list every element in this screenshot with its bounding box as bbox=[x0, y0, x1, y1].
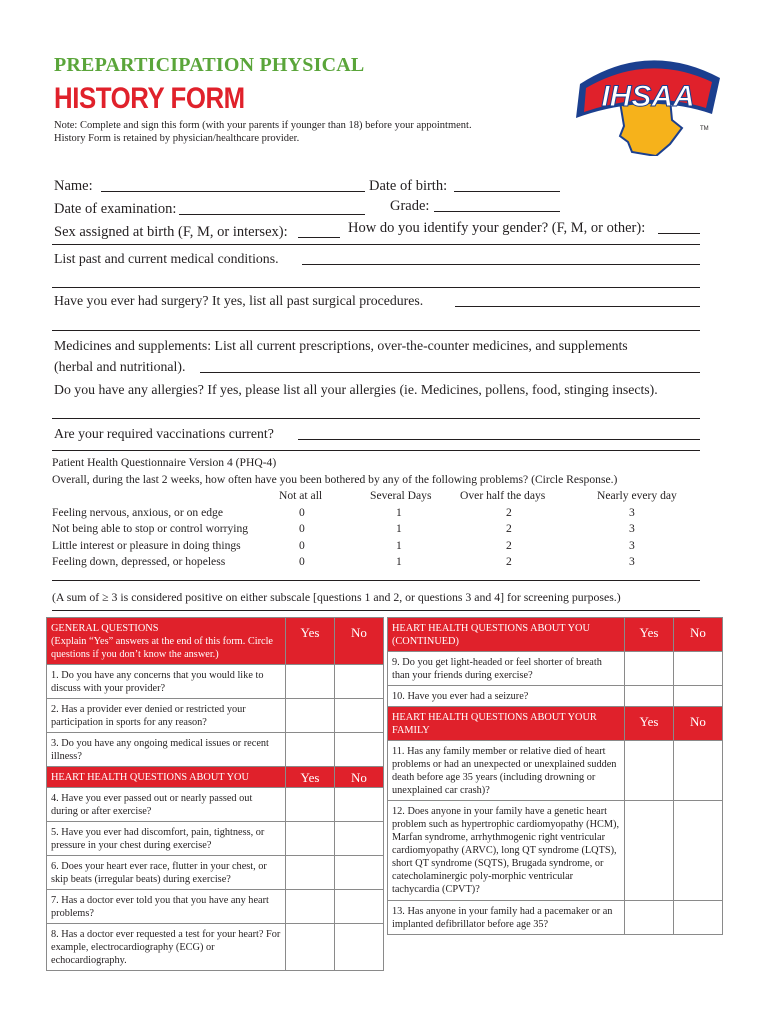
question-12: 12. Does anyone in your family have a genetic heart problem such as hypertrophic cardiomyopathy (HCM), Marfan syndrome, arrhythmogenic right ventricular cardiomyopathy (ARVC), long QT syndrome (LQTS), short QT syndrome (SQTS), Brugada syndrome, or catecholaminergic poly-morphic ventricular tachycardia (CPVT)? bbox=[388, 801, 625, 901]
question-10: 10. Have you ever had a seizure? bbox=[388, 686, 625, 707]
phq-option[interactable]: 0 bbox=[299, 538, 305, 552]
surgery-input[interactable] bbox=[455, 306, 700, 307]
logo-text: IHSAA bbox=[601, 80, 695, 113]
phq-row-label: Feeling down, depressed, or hopeless bbox=[52, 555, 226, 568]
no-checkbox[interactable] bbox=[674, 652, 723, 686]
yes-column-header: Yes bbox=[286, 767, 335, 788]
question-7: 7. Has a doctor ever told you that you have any heart problems? bbox=[47, 890, 286, 924]
yes-column-header: Yes bbox=[625, 707, 674, 741]
phq-option[interactable]: 0 bbox=[299, 505, 305, 519]
yes-checkbox[interactable] bbox=[625, 901, 674, 935]
question-9: 9. Do you get light-headed or feel shorter of breath than your friends during exercise? bbox=[388, 652, 625, 686]
no-column-header: No bbox=[335, 618, 384, 665]
form-title-line1: PREPARTICIPATION PHYSICAL bbox=[54, 54, 365, 76]
question-11: 11. Has any family member or relative died of heart problems or had an unexpected or unexplained sudden death before age 35 years (including drowning or unexplained car crash)? bbox=[388, 741, 625, 801]
ihsaa-logo bbox=[572, 48, 724, 156]
phq-option[interactable]: 1 bbox=[396, 538, 402, 552]
no-checkbox[interactable] bbox=[335, 822, 384, 856]
conditions-question: List past and current medical conditions. bbox=[54, 251, 279, 266]
no-checkbox[interactable] bbox=[335, 856, 384, 890]
family-header: HEART HEALTH QUESTIONS ABOUT YOUR FAMILY bbox=[388, 707, 625, 741]
heart-header: HEART HEALTH QUESTIONS ABOUT YOU bbox=[47, 767, 286, 788]
grade-input[interactable] bbox=[434, 211, 560, 212]
phq-col-header: Several Days bbox=[370, 489, 432, 502]
gender-label: How do you identify your gender? (F, M, or other): bbox=[348, 220, 646, 236]
table-row bbox=[47, 890, 384, 924]
phq-row-label: Not being able to stop or control worrying bbox=[52, 522, 249, 535]
phq-section bbox=[52, 455, 700, 571]
table-row bbox=[47, 822, 384, 856]
dob-input[interactable] bbox=[454, 191, 560, 192]
table-header-row bbox=[47, 767, 384, 788]
medicines-input[interactable] bbox=[200, 372, 700, 373]
yes-checkbox[interactable] bbox=[625, 686, 674, 707]
conditions-input-line2[interactable] bbox=[52, 287, 700, 288]
no-checkbox[interactable] bbox=[335, 890, 384, 924]
name-label: Name: bbox=[54, 178, 93, 194]
phq-option[interactable]: 1 bbox=[396, 505, 402, 519]
logo-trademark: TM bbox=[700, 126, 709, 132]
yes-checkbox[interactable] bbox=[625, 652, 674, 686]
yes-checkbox[interactable] bbox=[286, 822, 335, 856]
exam-date-input[interactable] bbox=[179, 214, 365, 215]
general-header bbox=[47, 618, 286, 665]
table-row bbox=[47, 856, 384, 890]
table-header-row bbox=[388, 707, 723, 741]
question-1: 1. Do you have any concerns that you would like to discuss with your provider? bbox=[47, 665, 286, 699]
phq-row-label: Feeling nervous, anxious, or on edge bbox=[52, 505, 223, 519]
divider bbox=[52, 244, 700, 245]
yes-checkbox[interactable] bbox=[286, 788, 335, 822]
table-row bbox=[47, 924, 384, 971]
table-row bbox=[47, 665, 384, 699]
question-3: 3. Do you have any ongoing medical issues or recent illness? bbox=[47, 733, 286, 767]
phq-col-header: Nearly every day bbox=[597, 489, 677, 502]
yes-checkbox[interactable] bbox=[286, 699, 335, 733]
medicines-question-cont: (herbal and nutritional). bbox=[54, 359, 186, 374]
phq-row bbox=[52, 538, 700, 555]
phq-row bbox=[52, 521, 700, 538]
no-checkbox[interactable] bbox=[335, 924, 384, 971]
divider bbox=[52, 580, 700, 581]
question-8: 8. Has a doctor ever requested a test for your heart? For example, electrocardiography (ECG) or echocardiography. bbox=[47, 924, 286, 971]
question-13: 13. Has anyone in your family had a pacemaker or an implanted defibrillator before age 35? bbox=[388, 901, 625, 935]
heart-continued-header: HEART HEALTH QUESTIONS ABOUT YOU (CONTINUED) bbox=[388, 618, 625, 652]
phq-option[interactable]: 0 bbox=[299, 555, 305, 568]
form-note: Note: Complete and sign this form (with your parents if younger than 18) before your appointment. History Form is retained by physician/healthcare provider. bbox=[54, 120, 472, 144]
table-row bbox=[47, 788, 384, 822]
no-column-header: No bbox=[674, 707, 723, 741]
phq-row bbox=[52, 505, 700, 522]
name-input[interactable] bbox=[101, 191, 365, 192]
heart-questions-table bbox=[387, 617, 723, 935]
yes-checkbox[interactable] bbox=[625, 801, 674, 901]
divider bbox=[52, 610, 700, 611]
allergies-input[interactable] bbox=[52, 418, 700, 419]
table-header-row bbox=[47, 618, 384, 665]
phq-option[interactable]: 3 bbox=[629, 555, 635, 568]
phq-col-header: Not at all bbox=[279, 489, 323, 502]
phq-option[interactable]: 2 bbox=[506, 555, 512, 568]
table-row bbox=[47, 699, 384, 733]
question-6: 6. Does your heart ever race, flutter in your chest, or skip beats (irregular beats) during exercise? bbox=[47, 856, 286, 890]
general-header-title: GENERAL QUESTIONS bbox=[51, 623, 159, 634]
table-row bbox=[388, 652, 723, 686]
sex-label: Sex assigned at birth (F, M, or intersex): bbox=[54, 224, 288, 240]
no-column-header: No bbox=[674, 618, 723, 652]
phq-option[interactable]: 3 bbox=[629, 522, 635, 535]
no-checkbox[interactable] bbox=[674, 901, 723, 935]
form-title-line2: HISTORY FORM bbox=[54, 82, 245, 115]
no-checkbox[interactable] bbox=[335, 699, 384, 733]
no-checkbox[interactable] bbox=[674, 686, 723, 707]
surgery-question: Have you ever had surgery? It yes, list all past surgical procedures. bbox=[54, 293, 424, 308]
question-4: 4. Have you ever passed out or nearly passed out during or after exercise? bbox=[47, 788, 286, 822]
phq-option[interactable]: 1 bbox=[396, 555, 402, 568]
no-checkbox[interactable] bbox=[674, 741, 723, 801]
phq-title: Patient Health Questionnaire Version 4 (PHQ-4) bbox=[52, 456, 277, 469]
phq-instructions: Overall, during the last 2 weeks, how often have you been bothered by any of the following problems? (Circle Response.) bbox=[52, 472, 618, 486]
phq-option[interactable]: 3 bbox=[629, 538, 635, 552]
yes-checkbox[interactable] bbox=[625, 741, 674, 801]
yes-checkbox[interactable] bbox=[286, 733, 335, 767]
phq-option[interactable]: 3 bbox=[629, 505, 635, 519]
phq-row-label: Little interest or pleasure in doing things bbox=[52, 538, 241, 552]
yes-checkbox[interactable] bbox=[286, 665, 335, 699]
sex-input[interactable] bbox=[298, 237, 340, 238]
dob-label: Date of birth: bbox=[369, 178, 448, 194]
question-5: 5. Have you ever had discomfort, pain, tightness, or pressure in your chest during exercise? bbox=[47, 822, 286, 856]
table-row bbox=[47, 733, 384, 767]
yes-checkbox[interactable] bbox=[286, 890, 335, 924]
question-2: 2. Has a provider ever denied or restricted your participation in sports for any reason? bbox=[47, 699, 286, 733]
medicines-question: Medicines and supplements: List all current prescriptions, over-the-counter medicines, and supplements bbox=[54, 338, 628, 353]
no-checkbox[interactable] bbox=[335, 665, 384, 699]
phq-footnote: (A sum of ≥ 3 is considered positive on either subscale [questions 1 and 2, or questions 3 and 4] for screening purposes.) bbox=[52, 590, 621, 604]
gender-input[interactable] bbox=[658, 233, 700, 234]
general-questions-table bbox=[46, 617, 384, 971]
surgery-input-line2[interactable] bbox=[52, 330, 700, 331]
general-header-subtitle: (Explain “Yes” answers at the end of this form. Circle questions if you don’t know the answer.) bbox=[51, 636, 273, 660]
phq-option[interactable]: 0 bbox=[299, 522, 305, 535]
phq-row bbox=[52, 554, 700, 571]
phq-option[interactable]: 1 bbox=[396, 522, 402, 535]
yes-column-header: Yes bbox=[625, 618, 674, 652]
divider bbox=[52, 450, 700, 451]
table-row bbox=[388, 801, 723, 901]
phq-option[interactable]: 2 bbox=[506, 538, 512, 552]
vaccinations-input[interactable] bbox=[298, 439, 700, 440]
table-header-row bbox=[388, 618, 723, 652]
table-row bbox=[388, 741, 723, 801]
table-row bbox=[388, 901, 723, 935]
grade-label: Grade: bbox=[390, 198, 430, 214]
yes-checkbox[interactable] bbox=[286, 924, 335, 971]
no-checkbox[interactable] bbox=[335, 788, 384, 822]
no-column-header: No bbox=[335, 767, 384, 788]
phq-option[interactable]: 2 bbox=[506, 522, 512, 535]
phq-option[interactable]: 2 bbox=[506, 505, 512, 519]
exam-date-label: Date of examination: bbox=[54, 201, 177, 217]
allergies-question: Do you have any allergies? If yes, please list all your allergies (ie. Medicines, pollens, food, stinging insects). bbox=[54, 382, 658, 397]
no-checkbox[interactable] bbox=[674, 801, 723, 901]
vaccinations-question: Are your required vaccinations current? bbox=[54, 426, 274, 441]
yes-checkbox[interactable] bbox=[286, 856, 335, 890]
yes-column-header: Yes bbox=[286, 618, 335, 665]
table-row bbox=[388, 686, 723, 707]
conditions-input[interactable] bbox=[302, 264, 700, 265]
phq-col-header: Over half the days bbox=[460, 489, 546, 502]
no-checkbox[interactable] bbox=[335, 733, 384, 767]
